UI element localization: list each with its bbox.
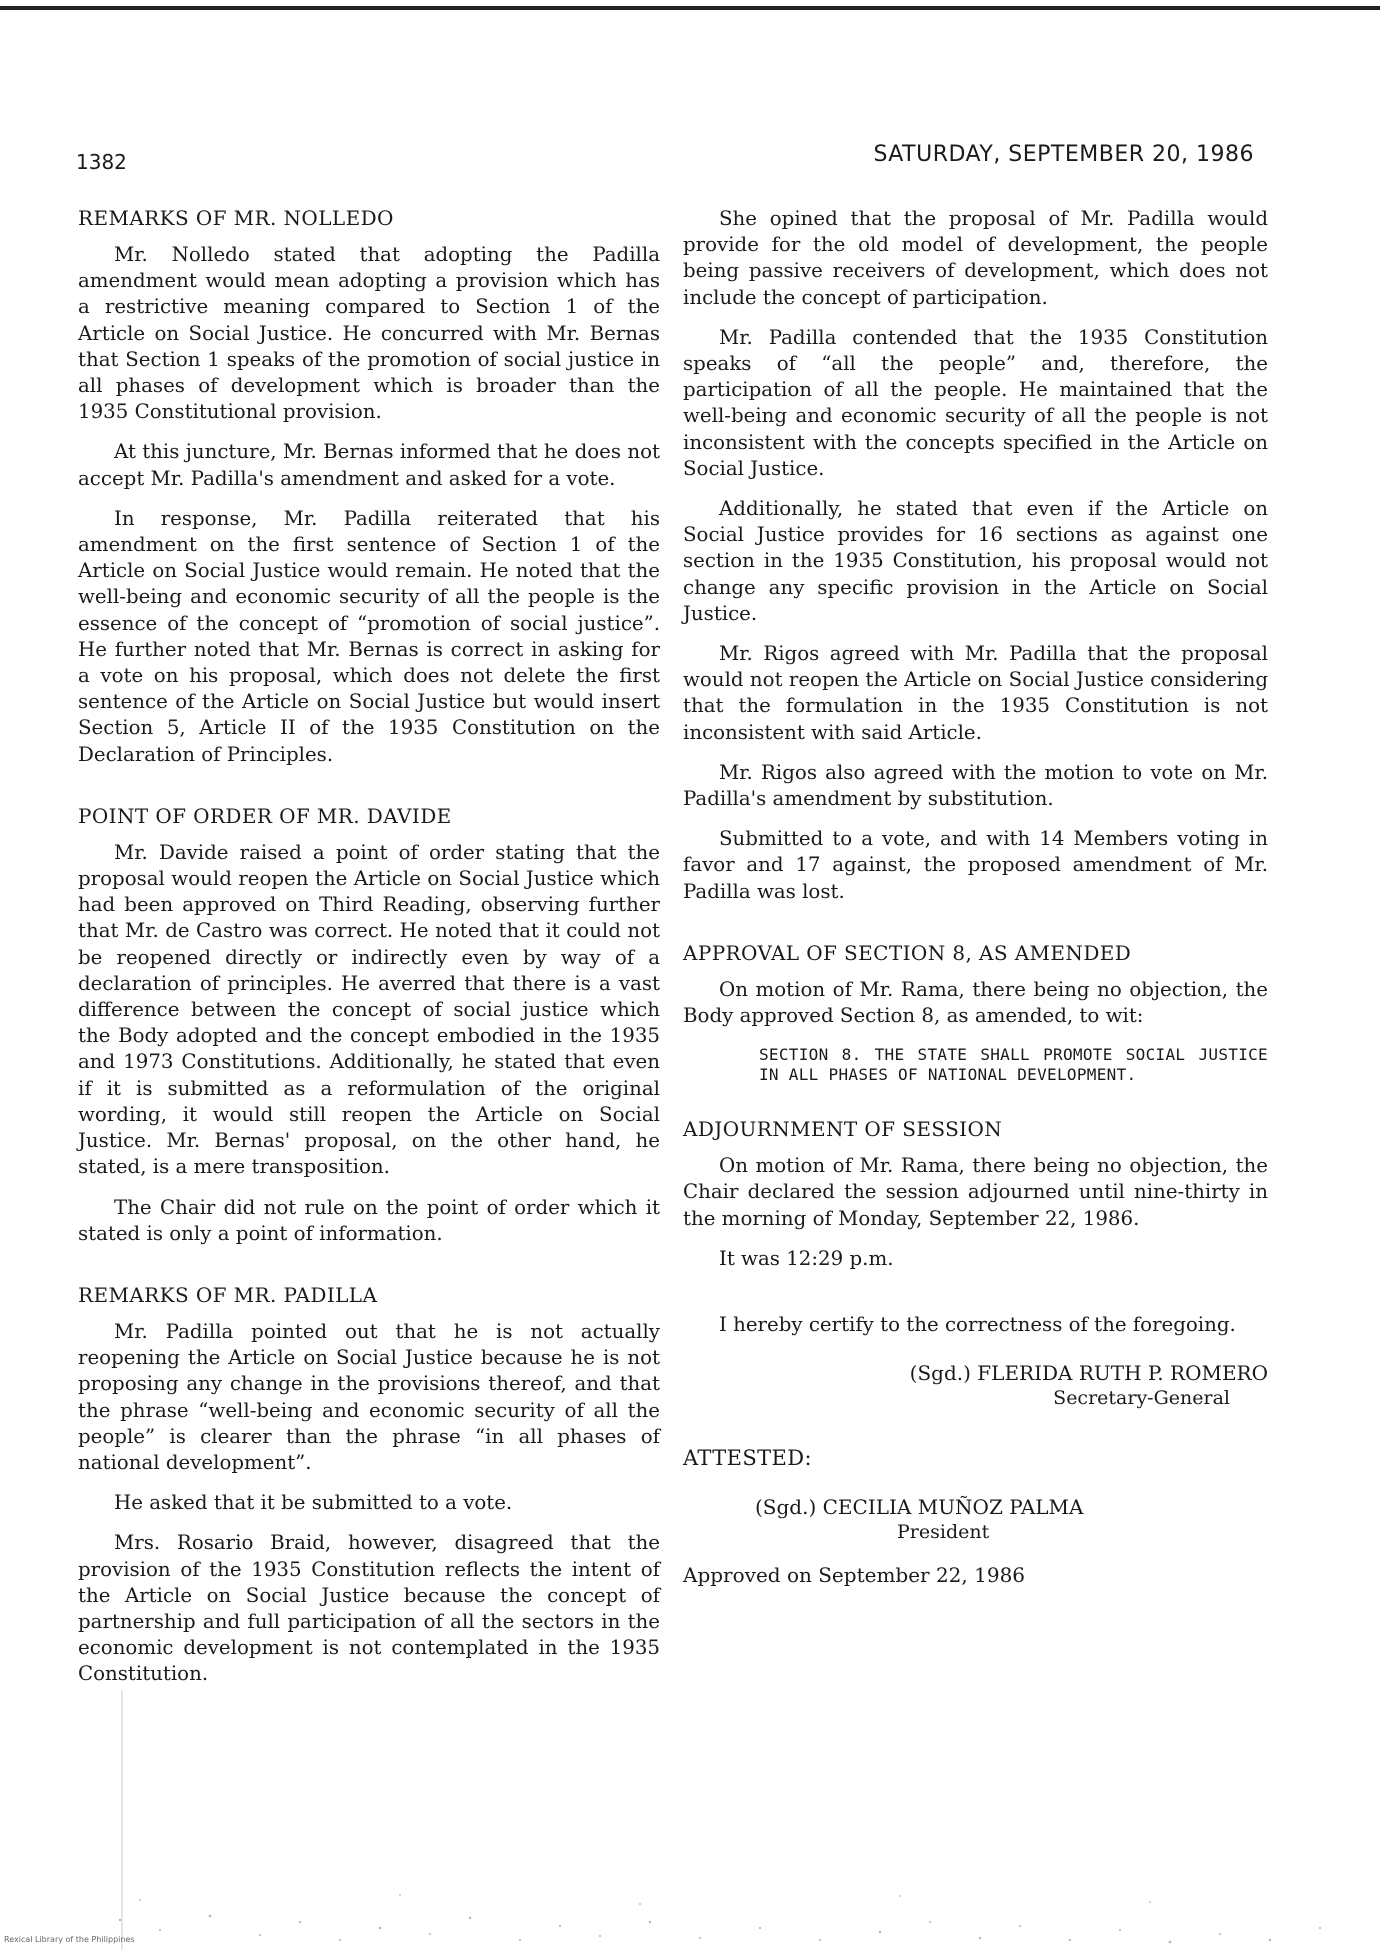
heading-remarks-padilla: REMARKS OF MR. PADILLA (78, 1282, 378, 1307)
signature-romero: (Sgd.) FLERIDA RUTH P. ROMERO (909, 1361, 1268, 1386)
page-number: 1382 (76, 150, 127, 174)
paragraph: On motion of Mr. Rama, there being no objection, the Body approved Section 8, as amended, to wit: (683, 977, 1268, 1028)
paragraph: Mr. Rigos agreed with Mr. Padilla that the proposal would not reopen the Article on Social Justice considering that the formulation in the 1935 Constitution is not inconsistent with said Article. (683, 642, 1268, 744)
signature-title-secretary-general: Secretary-General (1053, 1387, 1230, 1410)
header-date: SATURDAY, SEPTEMBER 20, 1986 (873, 142, 1254, 167)
paragraph: Mr. Davide raised a point of order stating that the proposal would reopen the Article on Social Justice which had been approved on Third Reading, observing further that Mr. de Castro was correct. He noted that it could not be reopened directly or indirectly even by way of a declaration of principles. He averred that there is a vast difference between the concept of social justice which the Body adopted and the concept embodied in the 1935 and 1973 Constitutions. Additionally, he stated that even if it is submitted as a reformulation of the original wording, it would still reopen the Article on Social Justice. Mr. Bernas' proposal, on the other hand, he stated, is a mere transposition. (78, 840, 660, 1179)
paragraph: Mr. Rigos also agreed with the motion to vote on Mr. Padilla's amendment by substitution. (683, 760, 1268, 811)
signature-munoz-palma: (Sgd.) CECILIA MUÑOZ PALMA (755, 1495, 1084, 1520)
paragraph: In response, Mr. Padilla reiterated that his amendment on the first sentence of Section 1 of the Article on Social Justice would remain. He noted that the well-being and economic security of all the people is the essence of the concept of “promotion of social justice”. He further noted that Mr. Bernas is correct in asking for a vote on his proposal, which does not delete the first sentence of the Article on Social Justice but would insert Section 5, Article II of the 1935 Constitution on the Declaration of Principles. (78, 506, 660, 766)
paragraph: It was 12:29 p.m. (719, 1246, 894, 1270)
heading-adjournment: ADJOURNMENT OF SESSION (683, 1117, 1003, 1142)
paragraph: Mr. Padilla contended that the 1935 Constitution speaks of “all the people” and, therefore, the participation of all the people. He maintained that the well-being and economic security of all the people is not inconsistent with the concepts specified in the Article on Social Justice. (683, 325, 1268, 480)
paragraph: On motion of Mr. Rama, there being no objection, the Chair declared the session adjourned until nine-thirty in the morning of Monday, September 22, 1986. (683, 1154, 1268, 1230)
paragraph: Mr. Nolledo stated that adopting the Padilla amendment would mean adopting a provision which has a restrictive meaning compared to Section 1 of the Article on Social Justice. He concurred with Mr. Bernas that Section 1 speaks of the promotion of social justice in all phases of development which is broader than the 1935 Constitutional provision. (78, 243, 660, 424)
signature-title-president: President (897, 1521, 990, 1544)
paragraph: She opined that the proposal of Mr. Padilla would provide for the old model of development, the people being passive receivers of development, which does not include the concept of participation. (683, 207, 1268, 309)
paragraph: He asked that it be submitted to a vote. (114, 1491, 513, 1515)
paragraph: Mr. Padilla pointed out that he is not actually reopening the Article on Social Justice because he is not proposing any change in the provisions thereof, and that the phrase “well-being and economic security of all the people” is clearer than the phrase “in all phases of national development”. (78, 1319, 660, 1474)
approved-date: Approved on September 22, 1986 (683, 1563, 1026, 1588)
scan-footer-note: Rexical Library of the Philippines (4, 1935, 135, 1944)
top-rule (0, 6, 1380, 10)
left-column (78, 206, 660, 1702)
page-header (68, 142, 1254, 172)
certification: I hereby certify to the correctness of the foregoing. (719, 1313, 1236, 1337)
paragraph: At this juncture, Mr. Bernas informed that he does not accept Mr. Padilla's amendment and asked for a vote. (78, 440, 660, 490)
paragraph: The Chair did not rule on the point of order which it stated is only a point of information. (78, 1195, 660, 1245)
heading-point-of-order-davide: POINT OF ORDER OF MR. DAVIDE (78, 803, 452, 828)
right-column (683, 206, 1268, 1588)
heading-remarks-nolledo: REMARKS OF MR. NOLLEDO (78, 206, 394, 230)
scan-artifacts (0, 1690, 1380, 1950)
heading-approval-section-8: APPROVAL OF SECTION 8, AS AMENDED (683, 940, 1132, 965)
paragraph: Additionally, he stated that even if the Article on Social Justice provides for 16 sections as against one section in the 1935 Constitution, his proposal would not change any specific provision in the Article on Social Justice. (683, 497, 1268, 625)
paragraph: Mrs. Rosario Braid, however, disagreed that the provision of the 1935 Constitution reflects the intent of the Article on Social Justice because the concept of partnership and full participation of all the sectors in the economic development is not contemplated in the 1935 Constitution. (78, 1531, 660, 1686)
paragraph: Submitted to a vote, and with 14 Members voting in favor and 17 against, the proposed amendment of Mr. Padilla was lost. (683, 827, 1268, 903)
attested-label: ATTESTED: (683, 1446, 812, 1471)
section-8-text: SECTION 8. THE STATE SHALL PROMOTE SOCIAL JUSTICE IN ALL PHASES OF NATIONAL DEVELOPMENT. (759, 1045, 1268, 1085)
